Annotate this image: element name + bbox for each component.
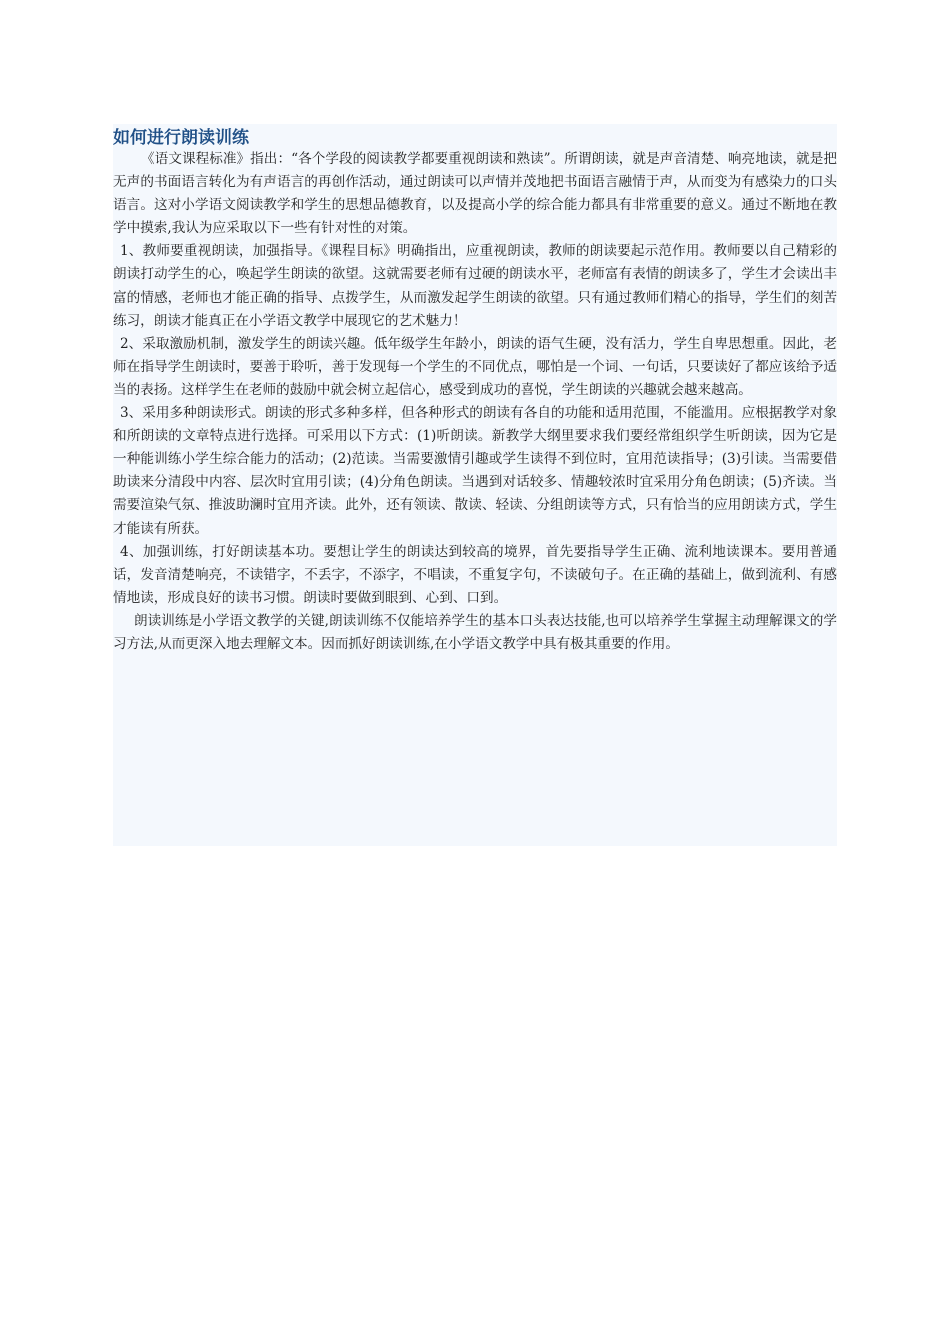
- article-title: 如何进行朗读训练: [113, 128, 249, 148]
- paragraph-text: 2、采取激励机制，激发学生的朗读兴趣。低年级学生年龄小，朗读的语气生硬，没有活力，学生自卑思想重。因此，老师在指导学生朗读时，要善于聆听，善于发现每一个学生的不同优点，哪怕是一个词、一句话，只要读好了都应该给予适当的表扬。这样学生在老师的鼓励中就会树立起信心，感受到成功的喜悦，学生朗读的兴趣就会越来越高。: [113, 335, 837, 398]
- paragraph-closing: [113, 610, 837, 656]
- article-container: [113, 124, 837, 846]
- paragraph-text: 《语文课程标准》指出：“各个学段的阅读教学都要重视朗读和熟读”。所谓朗读，就是声音清楚、响亮地读，就是把无声的书面语言转化为有声语言的再创作活动，通过朗读可以声情并茂地把书面语言融情于声，从而变为有感染力的口头语言。这对小学语文阅读教学和学生的思想品德教育，以及提高小学的综合能力都具有非常重要的意义。通过不断地在教学中摸索,我认为应采取以下一些有针对性的对策。: [113, 151, 837, 237]
- paragraph-item-1: [113, 240, 837, 332]
- paragraph-item-2: [113, 333, 837, 402]
- paragraph-item-4: [113, 541, 837, 610]
- paragraph-item-3: [113, 402, 837, 541]
- paragraph-text: 4、加强训练，打好朗读基本功。要想让学生的朗读达到较高的境界，首先要指导学生正确、流利地读课本。要用普通话，发音清楚响亮，不读错字，不丢字，不添字，不唱读，不重复字句，不读破句子。在正确的基础上，做到流利、有感情地读，形成良好的读书习惯。朗读时要做到眼到、心到、口到。: [113, 543, 837, 606]
- paragraph-intro: [113, 148, 837, 240]
- paragraph-text: 朗读训练是小学语文教学的关键,朗读训练不仅能培养学生的基本口头表达技能,也可以培养学生掌握主动理解课文的学习方法,从而更深入地去理解文本。因而抓好朗读训练,在小学语文教学中具有极其重要的作用。: [113, 612, 837, 652]
- paragraph-text: 3、采用多种朗读形式。朗读的形式多种多样，但各种形式的朗读有各自的功能和适用范围，不能滥用。应根据教学对象和所朗读的文章特点进行选择。可采用以下方式：(1)听朗读。新教学大纲里要求我们要经常组织学生听朗读，因为它是一种能训练小学生综合能力的活动；(2)范读。当需要激情引趣或学生读得不到位时，宜用范读指导；(3)引读。当需要借助读来分清段中内容、层次时宜用引读；(4)分角色朗读。当遇到对话较多、情趣较浓时宜采用分角色朗读；(5)齐读。当需要渲染气氛、推波助澜时宜用齐读。此外，还有领读、散读、轻读、分组朗读等方式，只有恰当的应用朗读方式，学生才能读有所获。: [113, 405, 837, 537]
- paragraph-text: 1、教师要重视朗读，加强指导。《课程目标》明确指出，应重视朗读，教师的朗读要起示范作用。教师要以自己精彩的朗读打动学生的心，唤起学生朗读的欲望。这就需要老师有过硬的朗读水平，老师富有表情的朗读多了，学生才会读出丰富的情感，老师也才能正确的指导、点拨学生，从而激发起学生朗读的欲望。只有通过教师们精心的指导，学生们的刻苦练习，朗读才能真正在小学语文教学中展现它的艺术魅力！: [113, 243, 837, 329]
